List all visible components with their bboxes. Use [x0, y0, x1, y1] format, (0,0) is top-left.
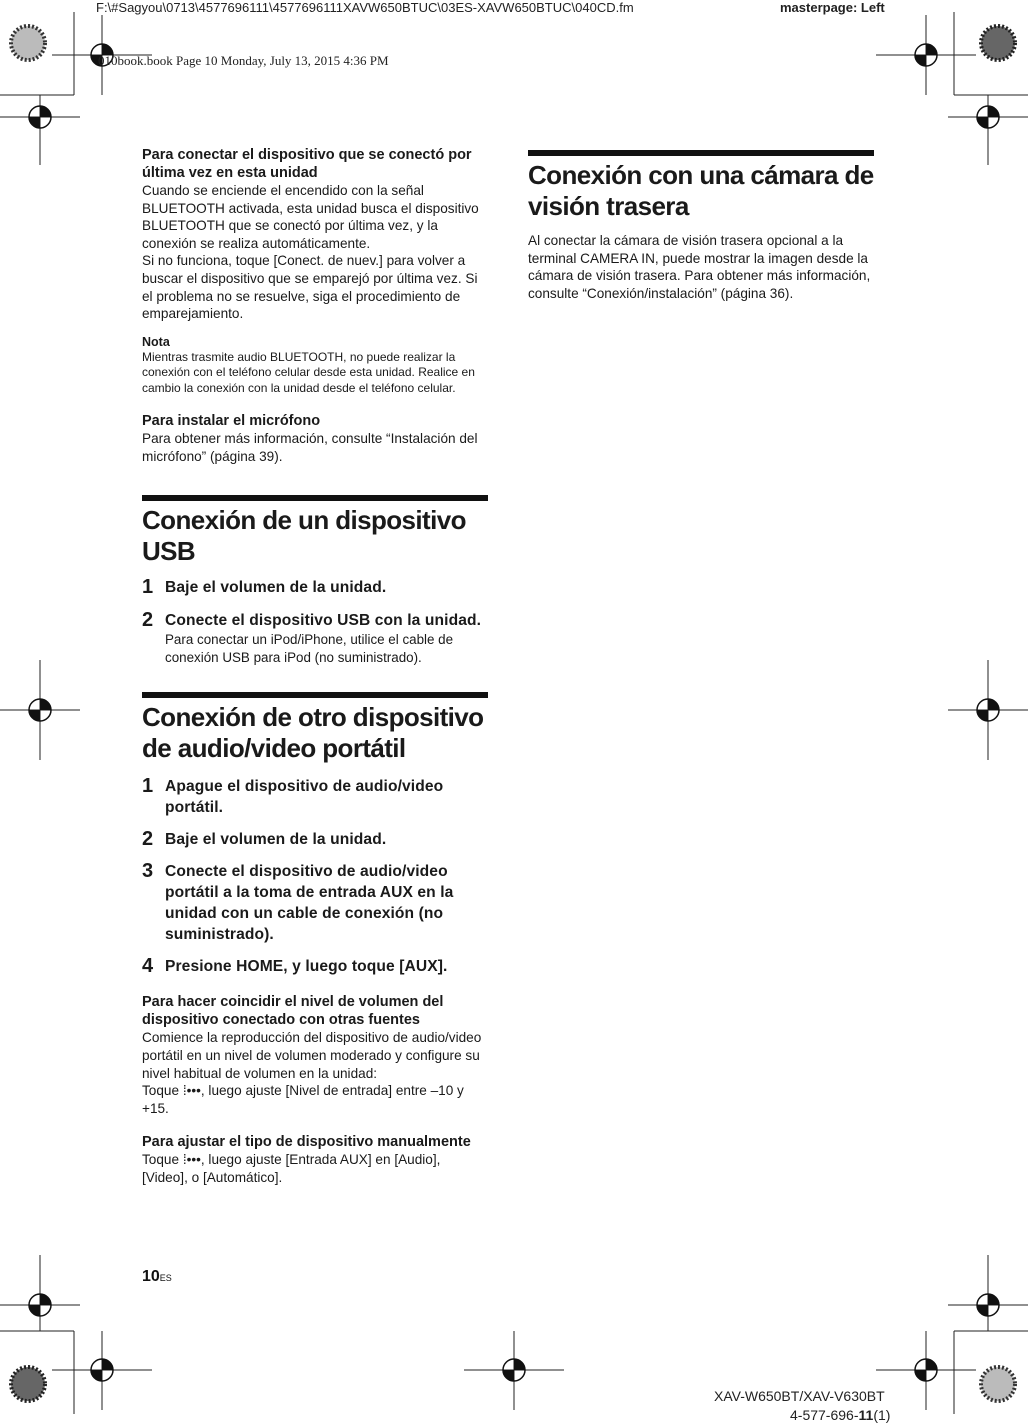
microphone-text: Para obtener más información, consulte “Instalación del micrófono” (página 39). [142, 431, 478, 464]
reconnect-para1: Cuando se enciende el encendido con la señal BLUETOOTH activada, esta unidad busca el dispositivo BLUETOOTH que se conectó por última vez, y la conexión se realiza automáticamente. [142, 183, 479, 251]
step-number: 2 [142, 609, 154, 632]
step-title: Apague el dispositivo de audio/video portátil. [165, 778, 444, 817]
camera-section [528, 150, 874, 222]
audio-video-heading: Conexión de otro dispositivo de audio/video portátil [142, 702, 484, 764]
left-column [142, 146, 488, 1187]
step-title: Presione HOME, y luego toque [AUX]. [165, 958, 448, 976]
masterpage-label: masterpage: Left [780, 0, 885, 15]
usb-step-2 [142, 610, 488, 666]
av-step-1 [142, 776, 488, 818]
usb-heading: Conexión de un dispositivo USB [142, 505, 466, 567]
av-step-4 [142, 956, 488, 977]
device-type-text: Toque ⁞•••, luego ajuste [Entrada AUX] en [Audio], [Video], o [Automático]. [142, 1152, 441, 1185]
book-info-line: 010book.book Page 10 Monday, July 13, 2015 4:36 PM [98, 53, 389, 68]
step-title: Conecte el dispositivo de audio/video portátil a la toma de entrada AUX en la unidad con un cable de conexión (no suministrado). [165, 863, 454, 944]
step-number: 3 [142, 860, 154, 883]
note-text: Mientras trasmite audio BLUETOOTH, no puede realizar la conexión con el teléfono celular desde esta unidad. Realice en cambio la conexión con la unidad desde el teléfono celular. [142, 349, 475, 395]
note-title: Nota [142, 334, 170, 349]
av-step-2 [142, 829, 488, 850]
volume-match-title: Para hacer coincidir el nivel de volumen del dispositivo conectado con otras fuentes [142, 994, 444, 1029]
reconnect-para2: Si no funciona, toque [Conect. de nuev.] para volver a buscar el dispositivo que se emparejó por última vez. Si el problema no se resuelve, siga el procedimiento de emparejamiento. [142, 253, 478, 322]
step-title: Baje el volumen de la unidad. [165, 579, 387, 597]
audio-video-section [142, 692, 488, 764]
microphone-title: Para instalar el micrófono [142, 413, 321, 430]
part-number: 4-577-696-11(1) [790, 1407, 891, 1423]
step-number: 1 [142, 576, 154, 599]
page-number: 10ES [142, 1268, 172, 1285]
usb-section [142, 495, 488, 567]
volume-match-text: Comience la reproducción del dispositivo de audio/video portátil en un nivel de volumen moderado y configure su nivel habitual de volumen en la unidad: [142, 1030, 482, 1081]
reconnect-title: Para conectar el dispositivo que se conectó por última vez en esta unidad [142, 147, 472, 181]
step-title: Baje el volumen de la unidad. [165, 831, 387, 849]
usb-step-1 [142, 577, 488, 598]
page-suffix: ES [159, 1273, 172, 1283]
step-title: Conecte el dispositivo USB con la unidad. [165, 612, 482, 630]
step-number: 1 [142, 775, 154, 798]
step-number: 4 [142, 955, 154, 978]
camera-text: Al conectar la cámara de visión trasera opcional a la terminal CAMERA IN, puede mostrar la imagen desde la cámara de visión trasera. Para obtener más información, consulte “Conexión/instalación” (página 36). [528, 233, 871, 301]
model-number: XAV-W650BT/XAV-V630BT [714, 1388, 885, 1404]
step-number: 2 [142, 828, 154, 851]
file-path: F:\#Sagyou\0713\4577696111\4577696111XAVW650BTUC\03ES-XAVW650BTUC\040CD.fm [96, 0, 634, 15]
device-type-title: Para ajustar el tipo de dispositivo manualmente [142, 1134, 471, 1151]
volume-match-text2: Toque ⁞•••, luego ajuste [Nivel de entrada] entre –10 y +15. [142, 1083, 464, 1116]
av-step-3 [142, 861, 488, 945]
step-text: Para conectar un iPod/iPhone, utilice el cable de conexión USB para iPod (no suministrado). [165, 632, 454, 665]
right-column [528, 150, 874, 302]
camera-heading: Conexión con una cámara de visión trasera [528, 160, 874, 221]
